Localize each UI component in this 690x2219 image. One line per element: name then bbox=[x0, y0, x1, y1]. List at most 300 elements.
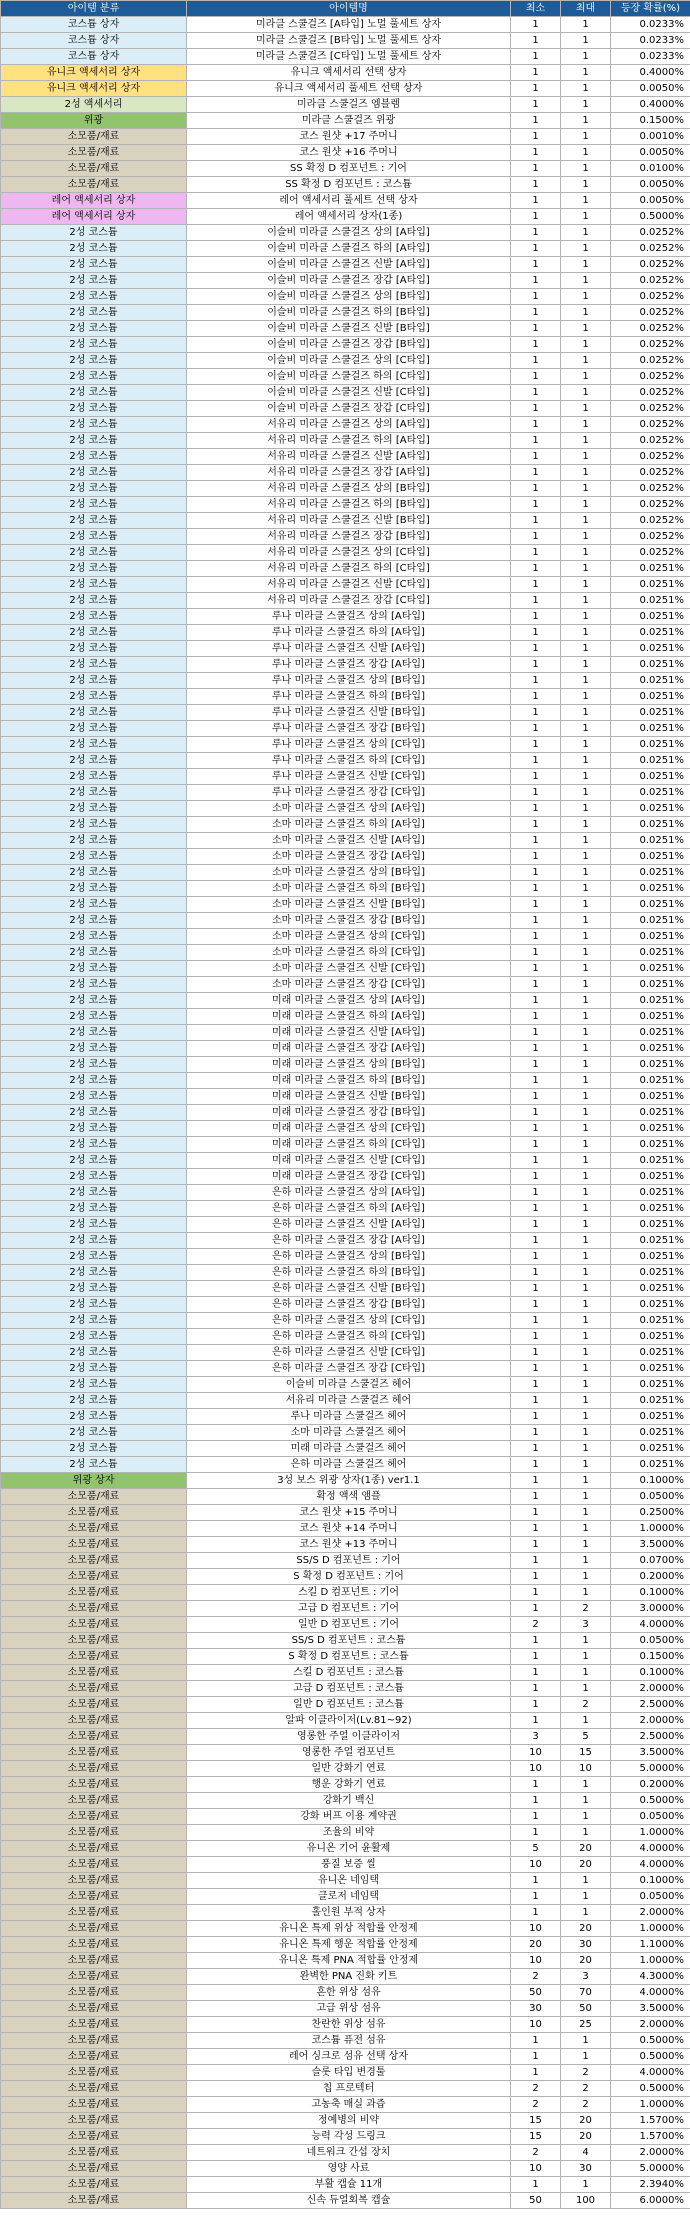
cell-item-name: 유니온 기어 윤활제 bbox=[187, 1841, 511, 1857]
cell-min: 1 bbox=[511, 1121, 561, 1137]
cell-probability: 2.0000% bbox=[611, 1713, 690, 1729]
cell-category: 소모품/재료 bbox=[1, 2065, 187, 2081]
cell-item-name: 루나 미라클 스쿨걸즈 하의 [A타입] bbox=[187, 625, 511, 641]
cell-item-name: 은하 미라클 스쿨걸즈 헤어 bbox=[187, 1457, 511, 1473]
cell-item-name: 서유리 미라클 스쿨걸즈 장갑 [B타입] bbox=[187, 529, 511, 545]
table-row bbox=[1, 1009, 690, 1025]
cell-item-name: 일반 강화기 연료 bbox=[187, 1761, 511, 1777]
cell-min: 1 bbox=[511, 1681, 561, 1697]
table-row bbox=[1, 1073, 690, 1089]
cell-category: 2성 코스튬 bbox=[1, 401, 187, 417]
cell-max: 1 bbox=[561, 1121, 611, 1137]
cell-max: 1 bbox=[561, 1553, 611, 1569]
table-row bbox=[1, 1873, 690, 1889]
cell-probability: 0.0251% bbox=[611, 1025, 690, 1041]
cell-min: 1 bbox=[511, 881, 561, 897]
cell-probability: 0.0500% bbox=[611, 1809, 690, 1825]
cell-max: 1 bbox=[561, 1793, 611, 1809]
cell-category: 위광 bbox=[1, 113, 187, 129]
cell-probability: 0.0252% bbox=[611, 337, 690, 353]
table-row bbox=[1, 897, 690, 913]
cell-probability: 3.5000% bbox=[611, 2001, 690, 2017]
cell-probability: 0.0251% bbox=[611, 977, 690, 993]
table-row bbox=[1, 1409, 690, 1425]
table-row bbox=[1, 497, 690, 513]
table-row bbox=[1, 337, 690, 353]
cell-category: 2성 코스튬 bbox=[1, 593, 187, 609]
cell-min: 2 bbox=[511, 2081, 561, 2097]
cell-min: 1 bbox=[511, 1393, 561, 1409]
cell-item-name: 능력 각성 드링크 bbox=[187, 2129, 511, 2145]
cell-min: 1 bbox=[511, 1041, 561, 1057]
table-row bbox=[1, 17, 690, 33]
cell-category: 2성 코스튬 bbox=[1, 1249, 187, 1265]
cell-max: 1 bbox=[561, 401, 611, 417]
cell-max: 1 bbox=[561, 561, 611, 577]
cell-max: 1 bbox=[561, 257, 611, 273]
table-row bbox=[1, 49, 690, 65]
cell-probability: 0.0251% bbox=[611, 609, 690, 625]
cell-max: 1 bbox=[561, 625, 611, 641]
cell-category: 소모품/재료 bbox=[1, 1697, 187, 1713]
cell-probability: 2.3940% bbox=[611, 2177, 690, 2193]
table-row bbox=[1, 2033, 690, 2049]
cell-max: 1 bbox=[561, 2177, 611, 2193]
cell-category: 소모품/재료 bbox=[1, 2129, 187, 2145]
table-row bbox=[1, 865, 690, 881]
table-row bbox=[1, 849, 690, 865]
cell-item-name: 미래 미라클 스쿨걸즈 신발 [C타입] bbox=[187, 1153, 511, 1169]
table-row bbox=[1, 673, 690, 689]
cell-min: 1 bbox=[511, 481, 561, 497]
cell-category: 2성 코스튬 bbox=[1, 1057, 187, 1073]
cell-min: 1 bbox=[511, 1521, 561, 1537]
cell-probability: 0.0010% bbox=[611, 129, 690, 145]
cell-max: 20 bbox=[561, 1841, 611, 1857]
cell-min: 1 bbox=[511, 1569, 561, 1585]
table-row bbox=[1, 1505, 690, 1521]
cell-category: 2성 코스튬 bbox=[1, 1297, 187, 1313]
cell-probability: 0.0252% bbox=[611, 369, 690, 385]
table-row bbox=[1, 2113, 690, 2129]
cell-min: 1 bbox=[511, 1505, 561, 1521]
cell-item-name: 미라클 스쿨걸즈 [B타입] 노멀 풀세트 상자 bbox=[187, 33, 511, 49]
cell-min: 15 bbox=[511, 2129, 561, 2145]
cell-min: 1 bbox=[511, 257, 561, 273]
cell-probability: 0.0251% bbox=[611, 1201, 690, 1217]
cell-min: 1 bbox=[511, 1249, 561, 1265]
cell-min: 1 bbox=[511, 289, 561, 305]
cell-max: 1 bbox=[561, 113, 611, 129]
cell-max: 20 bbox=[561, 2113, 611, 2129]
cell-min: 1 bbox=[511, 1217, 561, 1233]
cell-max: 1 bbox=[561, 817, 611, 833]
cell-item-name: 소마 미라클 스쿨걸즈 장갑 [C타입] bbox=[187, 977, 511, 993]
cell-max: 1 bbox=[561, 753, 611, 769]
table-row bbox=[1, 177, 690, 193]
table-row bbox=[1, 705, 690, 721]
table-row bbox=[1, 209, 690, 225]
table-row bbox=[1, 1601, 690, 1617]
cell-item-name: 이슬비 미라클 스쿨걸즈 상의 [C타입] bbox=[187, 353, 511, 369]
cell-probability: 0.2000% bbox=[611, 1569, 690, 1585]
table-row bbox=[1, 1521, 690, 1537]
cell-probability: 0.0251% bbox=[611, 1137, 690, 1153]
cell-max: 1 bbox=[561, 2033, 611, 2049]
table-row bbox=[1, 1729, 690, 1745]
cell-item-name: 루나 미라클 스쿨걸즈 장갑 [B타입] bbox=[187, 721, 511, 737]
cell-probability: 0.0700% bbox=[611, 1553, 690, 1569]
cell-probability: 0.0251% bbox=[611, 1393, 690, 1409]
cell-item-name: 유니크 액세서리 풀세트 선택 상자 bbox=[187, 81, 511, 97]
table-row bbox=[1, 1473, 690, 1489]
cell-item-name: 루나 미라클 스쿨걸즈 신발 [B타입] bbox=[187, 705, 511, 721]
cell-min: 2 bbox=[511, 1969, 561, 1985]
cell-max: 1 bbox=[561, 641, 611, 657]
cell-item-name: 코스튬 퓨전 섬유 bbox=[187, 2033, 511, 2049]
cell-max: 1 bbox=[561, 689, 611, 705]
cell-item-name: 유니온 특제 행운 적합률 안정제 bbox=[187, 1937, 511, 1953]
cell-category: 2성 코스튬 bbox=[1, 1393, 187, 1409]
cell-min: 1 bbox=[511, 2033, 561, 2049]
cell-min: 10 bbox=[511, 1953, 561, 1969]
cell-probability: 3.5000% bbox=[611, 1537, 690, 1553]
cell-item-name: 미래 미라클 스쿨걸즈 신발 [A타입] bbox=[187, 1025, 511, 1041]
cell-max: 30 bbox=[561, 1937, 611, 1953]
cell-item-name: 루나 미라클 스쿨걸즈 상의 [C타입] bbox=[187, 737, 511, 753]
table-row bbox=[1, 1489, 690, 1505]
cell-probability: 0.0251% bbox=[611, 1185, 690, 1201]
cell-max: 1 bbox=[561, 673, 611, 689]
cell-item-name: 은하 미라클 스쿨걸즈 하의 [C타입] bbox=[187, 1329, 511, 1345]
cell-category: 유니크 액세서리 상자 bbox=[1, 65, 187, 81]
cell-item-name: 이슬비 미라클 스쿨걸즈 장갑 [C타입] bbox=[187, 401, 511, 417]
cell-item-name: 은하 미라클 스쿨걸즈 장갑 [B타입] bbox=[187, 1297, 511, 1313]
cell-max: 1 bbox=[561, 657, 611, 673]
table-row bbox=[1, 1441, 690, 1457]
table-row bbox=[1, 1537, 690, 1553]
cell-item-name: 서유리 미라클 스쿨걸즈 신발 [B타입] bbox=[187, 513, 511, 529]
cell-max: 1 bbox=[561, 577, 611, 593]
cell-min: 1 bbox=[511, 1137, 561, 1153]
cell-probability: 0.5000% bbox=[611, 2081, 690, 2097]
table-row bbox=[1, 2145, 690, 2161]
table-row bbox=[1, 1153, 690, 1169]
cell-probability: 0.0251% bbox=[611, 1345, 690, 1361]
cell-max: 1 bbox=[561, 289, 611, 305]
cell-probability: 2.5000% bbox=[611, 1729, 690, 1745]
cell-probability: 4.0000% bbox=[611, 1985, 690, 2001]
cell-max: 1 bbox=[561, 609, 611, 625]
cell-max: 1 bbox=[561, 1713, 611, 1729]
cell-item-name: 소마 미라클 스쿨걸즈 신발 [B타입] bbox=[187, 897, 511, 913]
cell-item-name: 미래 미라클 스쿨걸즈 장갑 [A타입] bbox=[187, 1041, 511, 1057]
cell-probability: 0.0251% bbox=[611, 1073, 690, 1089]
table-row bbox=[1, 2161, 690, 2177]
table-row bbox=[1, 513, 690, 529]
table-row bbox=[1, 1377, 690, 1393]
cell-item-name: 은하 미라클 스쿨걸즈 신발 [C타입] bbox=[187, 1345, 511, 1361]
cell-item-name: 영롱한 주얼 컴포넌트 bbox=[187, 1745, 511, 1761]
cell-category: 소모품/재료 bbox=[1, 1761, 187, 1777]
cell-max: 1 bbox=[561, 1377, 611, 1393]
cell-item-name: 코스 원샷 +14 주머니 bbox=[187, 1521, 511, 1537]
table-row bbox=[1, 81, 690, 97]
cell-item-name: 루나 미라클 스쿨걸즈 장갑 [C타입] bbox=[187, 785, 511, 801]
cell-item-name: 클로저 네임택 bbox=[187, 1889, 511, 1905]
cell-category: 2성 코스튬 bbox=[1, 481, 187, 497]
cell-probability: 0.0252% bbox=[611, 449, 690, 465]
cell-max: 1 bbox=[561, 1521, 611, 1537]
cell-min: 1 bbox=[511, 977, 561, 993]
cell-category: 2성 코스튬 bbox=[1, 1105, 187, 1121]
cell-probability: 0.0252% bbox=[611, 513, 690, 529]
cell-item-name: 루나 미라클 스쿨걸즈 장갑 [A타입] bbox=[187, 657, 511, 673]
cell-min: 1 bbox=[511, 1345, 561, 1361]
cell-max: 1 bbox=[561, 1809, 611, 1825]
cell-category: 2성 코스튬 bbox=[1, 1153, 187, 1169]
cell-min: 1 bbox=[511, 33, 561, 49]
cell-category: 소모품/재료 bbox=[1, 1569, 187, 1585]
cell-min: 1 bbox=[511, 1585, 561, 1601]
table-row bbox=[1, 321, 690, 337]
cell-max: 1 bbox=[561, 1537, 611, 1553]
table-row bbox=[1, 385, 690, 401]
cell-category: 2성 코스튬 bbox=[1, 801, 187, 817]
cell-max: 1 bbox=[561, 721, 611, 737]
table-row bbox=[1, 1841, 690, 1857]
cell-item-name: S 확정 D 컴포넌트 : 기어 bbox=[187, 1569, 511, 1585]
cell-max: 1 bbox=[561, 417, 611, 433]
cell-category: 2성 코스튬 bbox=[1, 817, 187, 833]
cell-probability: 1.0000% bbox=[611, 1521, 690, 1537]
cell-min: 1 bbox=[511, 801, 561, 817]
cell-item-name: 유니온 네임택 bbox=[187, 1873, 511, 1889]
cell-max: 2 bbox=[561, 2097, 611, 2113]
cell-max: 1 bbox=[561, 897, 611, 913]
cell-min: 30 bbox=[511, 2001, 561, 2017]
cell-probability: 0.0252% bbox=[611, 225, 690, 241]
cell-category: 2성 코스튬 bbox=[1, 1041, 187, 1057]
cell-max: 1 bbox=[561, 1233, 611, 1249]
table-row bbox=[1, 2081, 690, 2097]
cell-item-name: 풍질 보증 씰 bbox=[187, 1857, 511, 1873]
cell-min: 1 bbox=[511, 609, 561, 625]
cell-max: 1 bbox=[561, 1777, 611, 1793]
cell-probability: 0.0251% bbox=[611, 753, 690, 769]
cell-max: 1 bbox=[561, 369, 611, 385]
cell-item-name: 슬롯 타입 변경툴 bbox=[187, 2065, 511, 2081]
cell-min: 1 bbox=[511, 625, 561, 641]
cell-probability: 0.0251% bbox=[611, 881, 690, 897]
cell-category: 소모품/재료 bbox=[1, 2113, 187, 2129]
cell-min: 1 bbox=[511, 1281, 561, 1297]
cell-probability: 5.0000% bbox=[611, 1761, 690, 1777]
table-row bbox=[1, 737, 690, 753]
cell-min: 1 bbox=[511, 1809, 561, 1825]
cell-max: 2 bbox=[561, 1697, 611, 1713]
cell-category: 소모품/재료 bbox=[1, 1729, 187, 1745]
cell-min: 1 bbox=[511, 385, 561, 401]
cell-item-name: 코스 원샷 +13 주머니 bbox=[187, 1537, 511, 1553]
table-row bbox=[1, 721, 690, 737]
cell-min: 1 bbox=[511, 65, 561, 81]
table-row bbox=[1, 1025, 690, 1041]
cell-category: 2성 코스튬 bbox=[1, 321, 187, 337]
cell-category: 2성 코스튬 bbox=[1, 513, 187, 529]
cell-item-name: 유니온 특제 위상 적합률 안정제 bbox=[187, 1921, 511, 1937]
cell-item-name: 이슬비 미라클 스쿨걸즈 상의 [A타입] bbox=[187, 225, 511, 241]
cell-max: 1 bbox=[561, 1281, 611, 1297]
cell-probability: 4.0000% bbox=[611, 2065, 690, 2081]
table-row bbox=[1, 1553, 690, 1569]
cell-probability: 1.5700% bbox=[611, 2113, 690, 2129]
cell-max: 1 bbox=[561, 1649, 611, 1665]
cell-min: 20 bbox=[511, 1937, 561, 1953]
cell-item-name: 루나 미라클 스쿨걸즈 상의 [B타입] bbox=[187, 673, 511, 689]
table-row bbox=[1, 1953, 690, 1969]
cell-max: 30 bbox=[561, 2161, 611, 2177]
table-row bbox=[1, 1457, 690, 1473]
cell-item-name: 은하 미라클 스쿨걸즈 하의 [B타입] bbox=[187, 1265, 511, 1281]
table-row bbox=[1, 353, 690, 369]
cell-min: 1 bbox=[511, 1793, 561, 1809]
cell-category: 2성 코스튬 bbox=[1, 1281, 187, 1297]
cell-probability: 0.0251% bbox=[611, 945, 690, 961]
cell-item-name: 서유리 미라클 스쿨걸즈 하의 [A타입] bbox=[187, 433, 511, 449]
table-row bbox=[1, 2065, 690, 2081]
cell-min: 1 bbox=[511, 1905, 561, 1921]
cell-category: 2성 코스튬 bbox=[1, 289, 187, 305]
cell-item-name: 소마 미라클 스쿨걸즈 하의 [C타입] bbox=[187, 945, 511, 961]
cell-probability: 0.0252% bbox=[611, 481, 690, 497]
cell-max: 3 bbox=[561, 1617, 611, 1633]
cell-item-name: 미래 미라클 스쿨걸즈 상의 [A타입] bbox=[187, 993, 511, 1009]
cell-max: 1 bbox=[561, 1153, 611, 1169]
table-row bbox=[1, 1201, 690, 1217]
cell-min: 1 bbox=[511, 401, 561, 417]
cell-min: 1 bbox=[511, 1489, 561, 1505]
cell-item-name: 미래 미라클 스쿨걸즈 신발 [B타입] bbox=[187, 1089, 511, 1105]
cell-min: 1 bbox=[511, 273, 561, 289]
table-row bbox=[1, 1233, 690, 1249]
table-row bbox=[1, 1681, 690, 1697]
cell-min: 1 bbox=[511, 433, 561, 449]
cell-min: 1 bbox=[511, 2177, 561, 2193]
cell-max: 1 bbox=[561, 1137, 611, 1153]
cell-category: 2성 코스튬 bbox=[1, 1441, 187, 1457]
table-row bbox=[1, 1745, 690, 1761]
cell-category: 2성 코스튬 bbox=[1, 1377, 187, 1393]
cell-probability: 0.0233% bbox=[611, 33, 690, 49]
cell-min: 1 bbox=[511, 353, 561, 369]
cell-max: 1 bbox=[561, 305, 611, 321]
cell-max: 1 bbox=[561, 1313, 611, 1329]
cell-min: 1 bbox=[511, 673, 561, 689]
cell-item-name: 소마 미라클 스쿨걸즈 하의 [A타입] bbox=[187, 817, 511, 833]
cell-category: 2성 코스튬 bbox=[1, 769, 187, 785]
cell-min: 15 bbox=[511, 2113, 561, 2129]
table-row bbox=[1, 1313, 690, 1329]
cell-category: 2성 액세서리 bbox=[1, 97, 187, 113]
cell-max: 1 bbox=[561, 1009, 611, 1025]
cell-item-name: 루나 미라클 스쿨걸즈 신발 [A타입] bbox=[187, 641, 511, 657]
table-row bbox=[1, 257, 690, 273]
cell-probability: 0.0251% bbox=[611, 897, 690, 913]
cell-item-name: 신속 듀얼회복 캡슐 bbox=[187, 2193, 511, 2209]
cell-category: 2성 코스튬 bbox=[1, 1425, 187, 1441]
cell-min: 10 bbox=[511, 1921, 561, 1937]
cell-max: 1 bbox=[561, 1217, 611, 1233]
table-row bbox=[1, 2193, 690, 2209]
table-row bbox=[1, 1281, 690, 1297]
cell-probability: 0.5000% bbox=[611, 2033, 690, 2049]
cell-category: 2성 코스튬 bbox=[1, 1361, 187, 1377]
cell-item-name: SS 확정 D 컴포넌트 : 기어 bbox=[187, 161, 511, 177]
cell-min: 1 bbox=[511, 465, 561, 481]
cell-category: 소모품/재료 bbox=[1, 1681, 187, 1697]
cell-item-name: 일반 D 컴포넌트 : 기어 bbox=[187, 1617, 511, 1633]
table-row bbox=[1, 945, 690, 961]
table-row bbox=[1, 1425, 690, 1441]
cell-item-name: 부활 캡슐 11개 bbox=[187, 2177, 511, 2193]
cell-probability: 2.0000% bbox=[611, 1681, 690, 1697]
cell-max: 1 bbox=[561, 961, 611, 977]
cell-min: 1 bbox=[511, 1185, 561, 1201]
cell-category: 코스튬 상자 bbox=[1, 49, 187, 65]
cell-probability: 0.0251% bbox=[611, 561, 690, 577]
table-row bbox=[1, 1921, 690, 1937]
cell-category: 레어 액세서리 상자 bbox=[1, 193, 187, 209]
table-row bbox=[1, 33, 690, 49]
cell-category: 2성 코스튬 bbox=[1, 1217, 187, 1233]
table-row bbox=[1, 369, 690, 385]
cell-category: 소모품/재료 bbox=[1, 1937, 187, 1953]
cell-category: 소모품/재료 bbox=[1, 1985, 187, 2001]
cell-item-name: 확정 액색 앰플 bbox=[187, 1489, 511, 1505]
header-category: 아이템 분류 bbox=[1, 1, 187, 17]
cell-min: 1 bbox=[511, 449, 561, 465]
cell-item-name: 미라클 스쿨걸즈 [C타입] 노멀 풀세트 상자 bbox=[187, 49, 511, 65]
table-row bbox=[1, 1905, 690, 1921]
cell-category: 2성 코스튬 bbox=[1, 577, 187, 593]
cell-max: 1 bbox=[561, 1361, 611, 1377]
cell-min: 1 bbox=[511, 561, 561, 577]
cell-item-name: 스킬 D 컴포넌트 : 코스튬 bbox=[187, 1665, 511, 1681]
table-row bbox=[1, 625, 690, 641]
cell-category: 코스튬 상자 bbox=[1, 17, 187, 33]
table-row bbox=[1, 593, 690, 609]
cell-category: 소모품/재료 bbox=[1, 1713, 187, 1729]
table-row bbox=[1, 1633, 690, 1649]
cell-max: 3 bbox=[561, 1969, 611, 1985]
cell-max: 1 bbox=[561, 785, 611, 801]
cell-probability: 0.0252% bbox=[611, 305, 690, 321]
cell-min: 1 bbox=[511, 1601, 561, 1617]
table-row bbox=[1, 2017, 690, 2033]
cell-probability: 0.5000% bbox=[611, 209, 690, 225]
cell-min: 1 bbox=[511, 1297, 561, 1313]
table-row bbox=[1, 161, 690, 177]
table-row bbox=[1, 1105, 690, 1121]
cell-category: 2성 코스튬 bbox=[1, 1185, 187, 1201]
cell-min: 1 bbox=[511, 753, 561, 769]
cell-probability: 0.0251% bbox=[611, 1233, 690, 1249]
cell-min: 1 bbox=[511, 337, 561, 353]
cell-max: 20 bbox=[561, 2129, 611, 2145]
cell-item-name: 3성 보스 위광 상자(1종) ver1.1 bbox=[187, 1473, 511, 1489]
cell-probability: 0.0252% bbox=[611, 273, 690, 289]
